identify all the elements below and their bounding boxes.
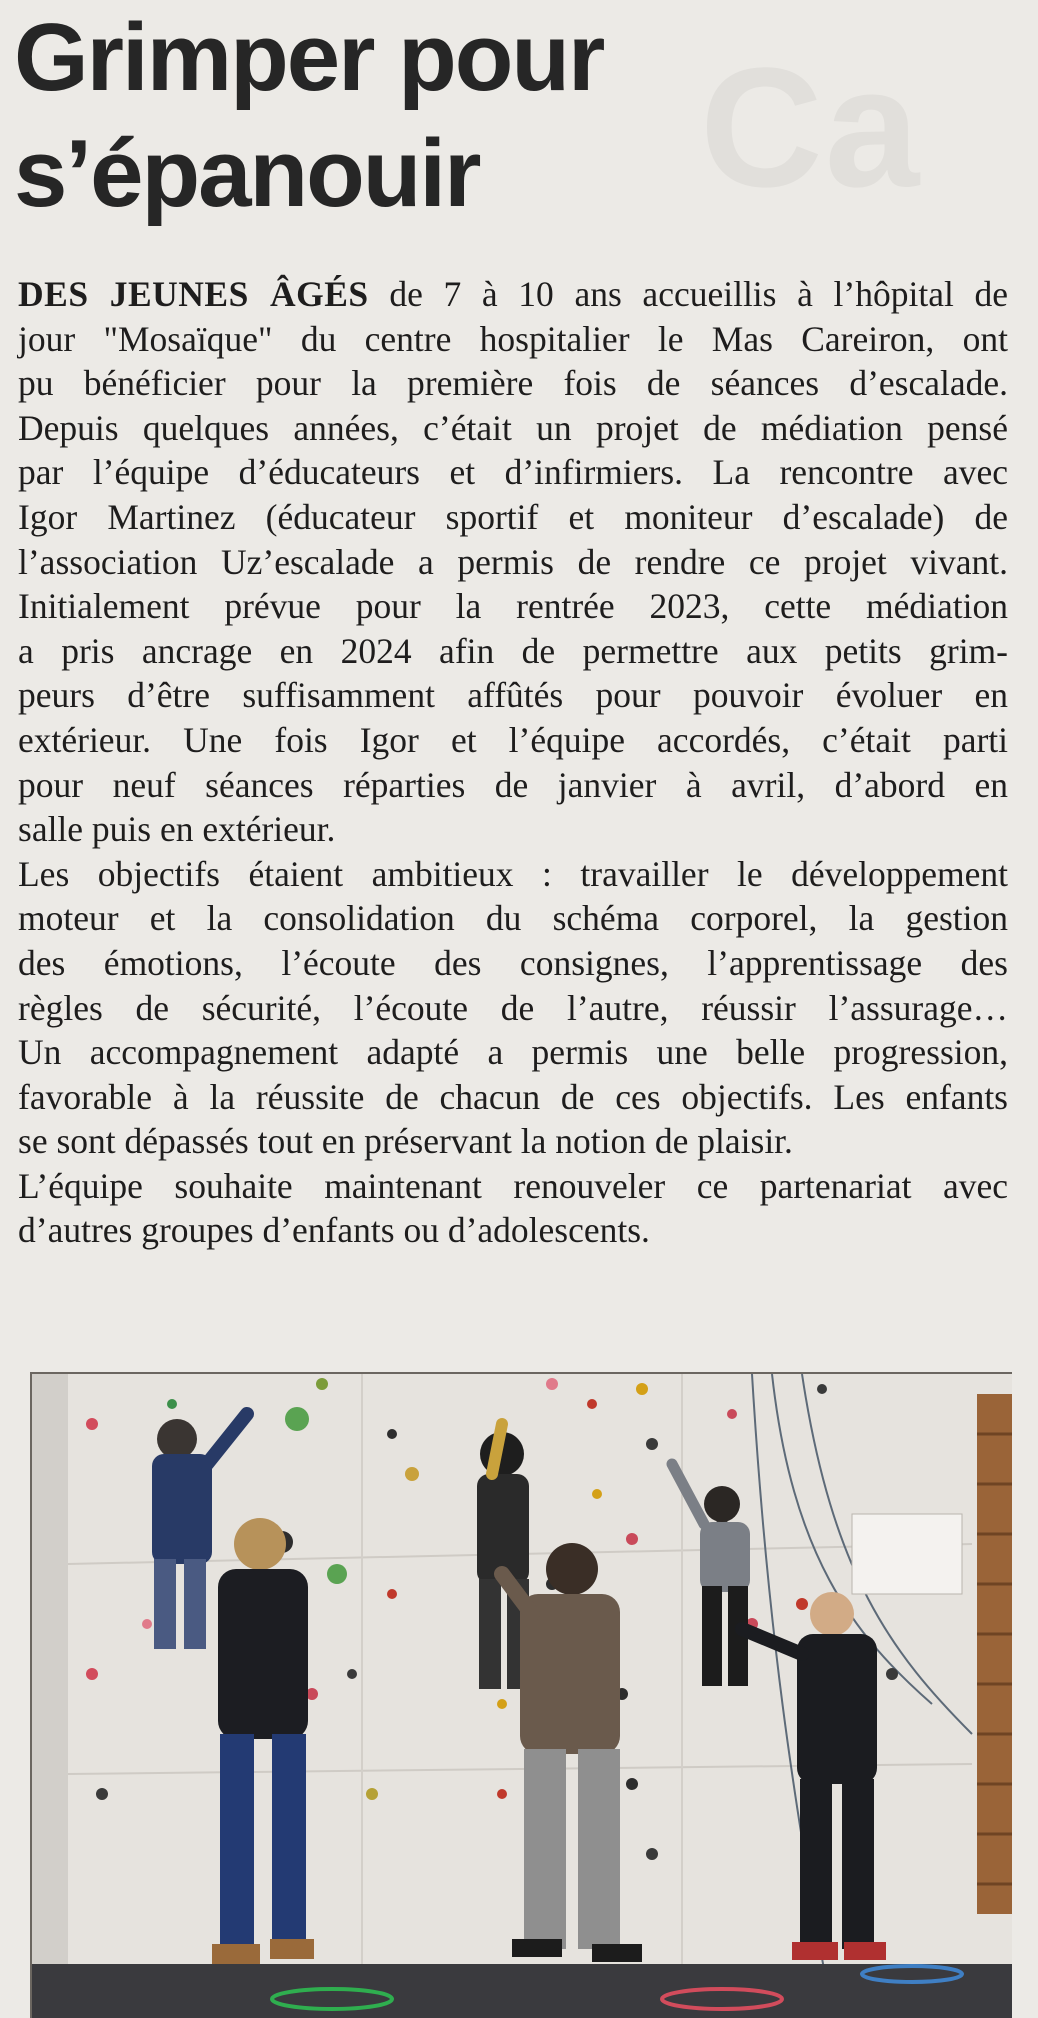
background-bleed-text: Ca [700, 33, 922, 223]
body-line: pour neuf séances réparties de janvier à avril, d’abord en [18, 764, 1008, 805]
lead-in: DES JEUNES ÂGÉS [18, 274, 369, 314]
body-line: jour "Mosaïque" du centre hospitalier le Mas Careiron, ont [18, 318, 1008, 359]
headline-line-2: s’épanouir [14, 120, 480, 227]
body-line: a pris ancrage en 2024 afin de permettre aux petits grim- [18, 630, 1008, 671]
body-line: Un accompagnement adapté a permis une belle progression, [18, 1032, 1008, 1073]
body-line: Initialement prévue pour la rentrée 2023, cette médiation [18, 586, 1008, 627]
body-line: par l’équipe d’éducateurs et d’infirmiers. La rencontre avec [18, 452, 1008, 493]
climbing-photo-illustration [32, 1374, 1012, 2018]
body-line: extérieur. Une fois Igor et l’équipe accordés, c’était parti [18, 719, 1008, 760]
headline-line-1: Grimper pour [14, 4, 604, 111]
body-line: pu bénéficier pour la première fois de séances d’escalade. [18, 363, 1008, 404]
body-line: l’association Uz’escalade a permis de rendre ce projet vivant. [18, 541, 1008, 582]
body-line: L’équipe souhaite maintenant renouveler ce partenariat avec [18, 1165, 1008, 1206]
body-line: DES JEUNES ÂGÉS de 7 à 10 ans accueillis à l’hôpital de [18, 274, 1008, 314]
body-line: règles de sécurité, l’écoute de l’autre, réussir l’assurage… [18, 987, 1008, 1028]
body-line: Les objectifs étaient ambitieux : travailler le développement [18, 853, 1008, 894]
wood-slats [977, 1394, 1012, 1914]
body-line: moteur et la consolidation du schéma corporel, la gestion [18, 898, 1008, 939]
body-line: des émotions, l’écoute des consignes, l’apprentissage des [18, 942, 1008, 983]
body-line: Igor Martinez (éducateur sportif et moniteur d’escalade) de [18, 496, 1008, 537]
article-headline [14, 0, 774, 232]
article-body [18, 272, 1008, 1253]
body-line: d’autres groupes d’enfants ou d’adolescents. [18, 1210, 650, 1251]
wall-feature [852, 1514, 962, 1594]
body-line: se sont dépassés tout en préservant la notion de plaisir. [18, 1121, 793, 1162]
body-line: Depuis quelques années, c’était un projet de médiation pensé [18, 407, 1008, 448]
climbing-photo [30, 1372, 1012, 2018]
wall-edge [32, 1374, 68, 2018]
body-line: favorable à la réussite de chacun de ces objectifs. Les enfants [18, 1076, 1008, 1117]
body-line: peurs d’être suffisamment affûtés pour pouvoir évoluer en [18, 675, 1008, 716]
body-line: salle puis en extérieur. [18, 809, 336, 850]
